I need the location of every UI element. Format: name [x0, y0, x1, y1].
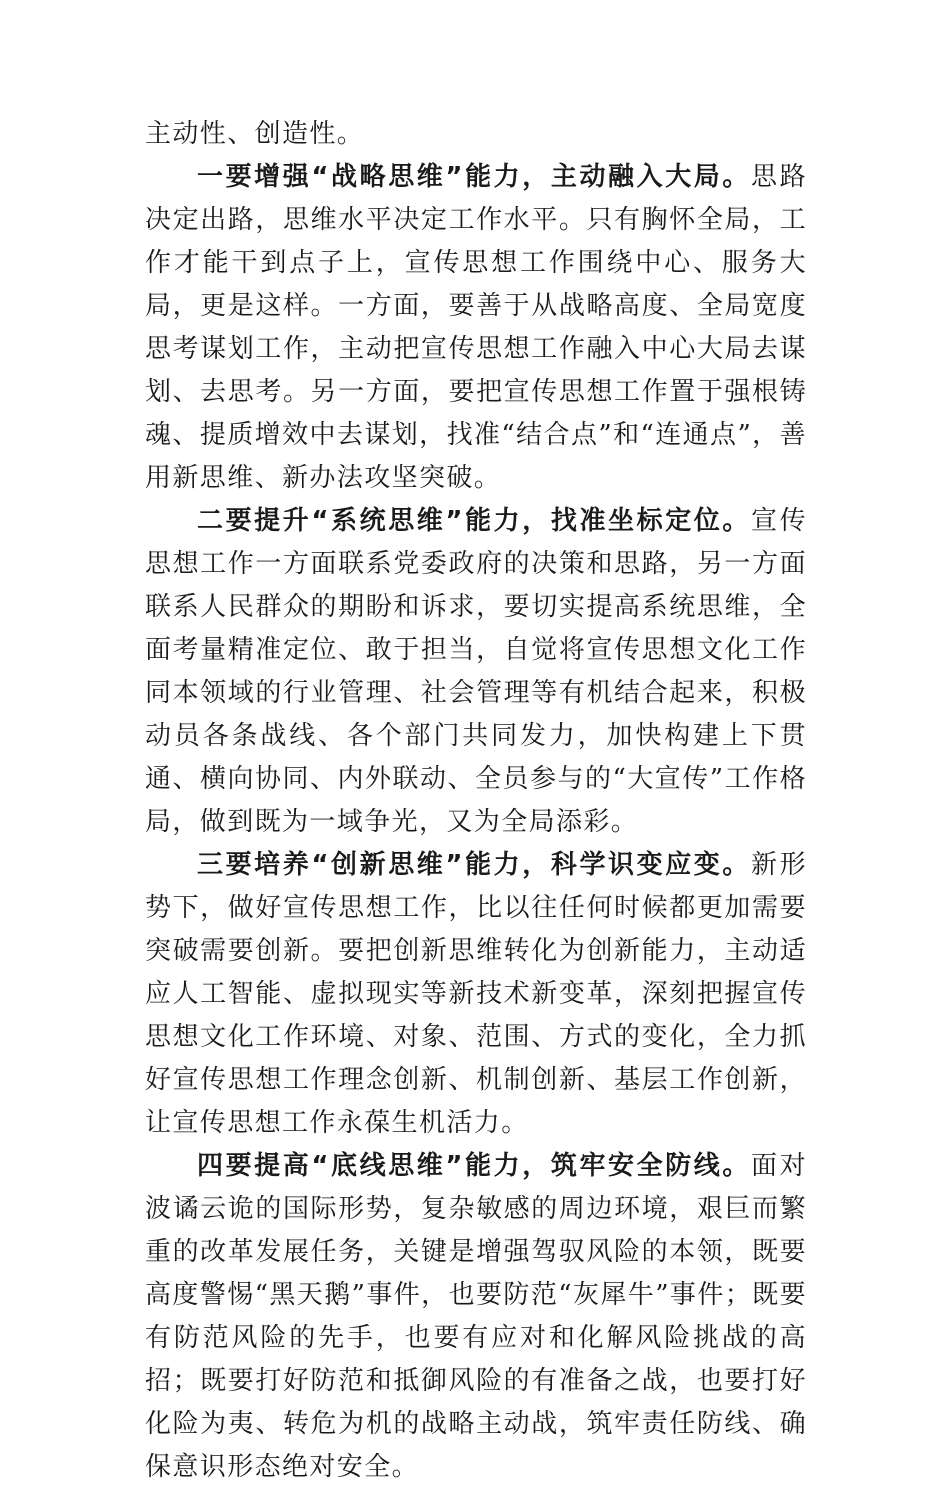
- paragraph-bottom-line-thinking: [145, 1145, 807, 1489]
- paragraph-strategic-thinking: [145, 156, 807, 500]
- paragraph-body-text: 新形势下，做好宣传思想工作，比以往任何时候都更加需要突破需要创新。要把创新思维转化为创新能力，主动适应人工智能、虚拟现实等新技术新变革，深刻把握宣传思想文化工作环境、对象、范围、方式的变化，全力抓好宣传思想工作理念创新、机制创新、基层工作创新，让宣传思想工作永葆生机活力。: [145, 850, 807, 1138]
- document-body: [145, 113, 807, 1489]
- paragraph-body-text: 思路决定出路，思维水平决定工作水平。只有胸怀全局，工作才能干到点子上，宣传思想工作围绕中心、服务大局，更是这样。一方面，要善于从战略高度、全局宽度思考谋划工作，主动把宣传思想工作融入中心大局去谋划、去思考。另一方面，要把宣传思想工作置于强根铸魂、提质增效中去谋划，找准“结合点”和“连通点”，善用新思维、新办法攻坚突破。: [145, 162, 807, 493]
- paragraph-body-text: 宣传思想工作一方面联系党委政府的决策和思路，另一方面联系人民群众的期盼和诉求，要切实提高系统思维，全面考量精准定位、敢于担当，自觉将宣传思想文化工作同本领域的行业管理、社会管理等有机结合起来，积极动员各条战线、各个部门共同发力，加快构建上下贯通、横向协同、内外联动、全员参与的“大宣传”工作格局，做到既为一域争光，又为全局添彩。: [145, 506, 807, 837]
- paragraph-body-text: 主动性、创造性。: [145, 119, 365, 149]
- paragraph-heading: 一要增强“战略思维”能力，主动融入大局。: [197, 162, 751, 192]
- paragraph-body-text: 面对波谲云诡的国际形势，复杂敏感的周边环境，艰巨而繁重的改革发展任务，关键是增强驾驭风险的本领，既要高度警惕“黑天鹅”事件，也要防范“灰犀牛”事件；既要有防范风险的先手，也要有应对和化解风险挑战的高招；既要打好防范和抵御风险的有准备之战，也要打好化险为夷、转危为机的战略主动战，筑牢责任防线、确保意识形态绝对安全。: [145, 1151, 807, 1482]
- paragraph-systems-thinking: [145, 500, 807, 844]
- paragraph-heading: 二要提升“系统思维”能力，找准坐标定位。: [197, 506, 751, 536]
- paragraph-heading: 三要培养“创新思维”能力，科学识变应变。: [197, 850, 751, 880]
- paragraph-heading: 四要提高“底线思维”能力，筑牢安全防线。: [197, 1151, 751, 1181]
- paragraph-continuation: [145, 113, 807, 156]
- paragraph-innovative-thinking: [145, 844, 807, 1145]
